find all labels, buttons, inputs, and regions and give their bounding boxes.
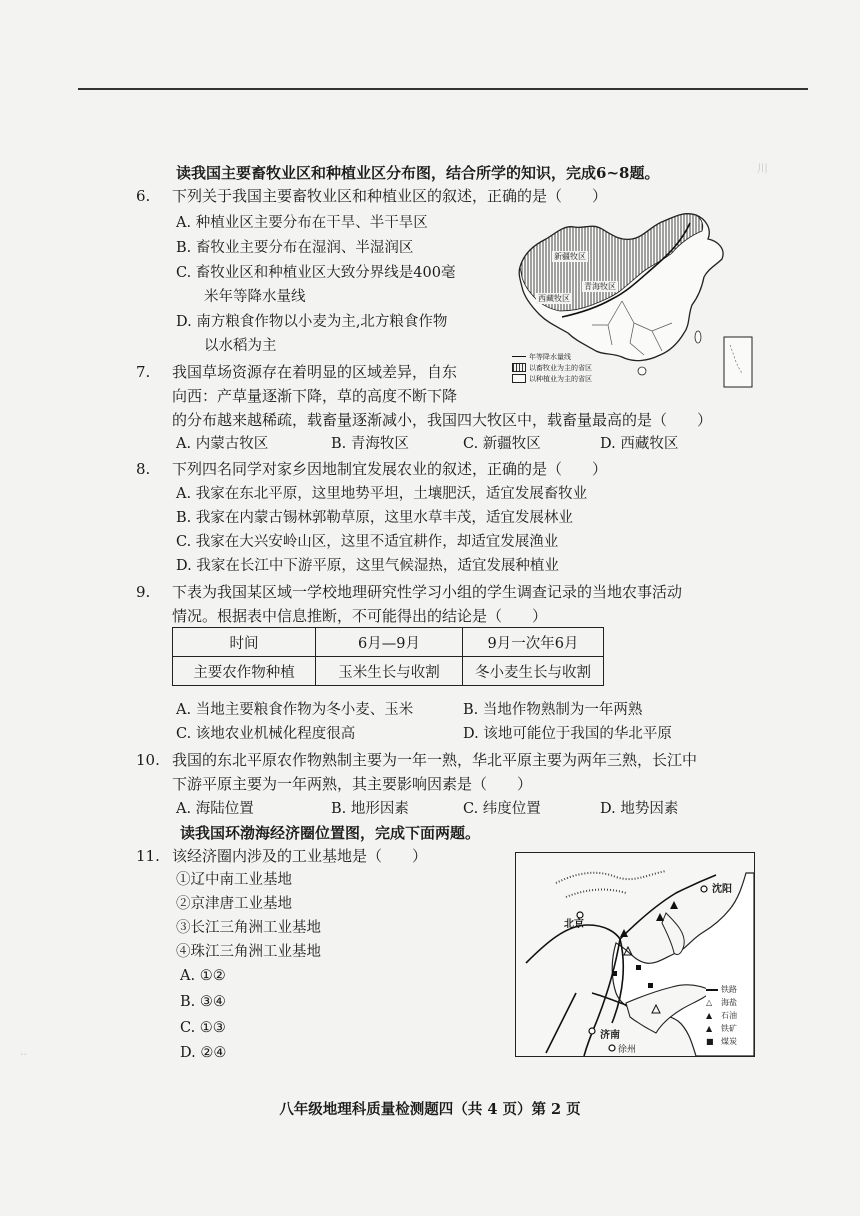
statement-1: ①辽中南工业基地 — [176, 872, 292, 888]
iron-mine-icon: ▲ — [706, 1023, 713, 1033]
option-d: D. 西藏牧区 — [600, 436, 679, 452]
table-header-cell: 时间 — [173, 628, 316, 657]
bohai-economic-rim-map — [515, 852, 755, 1057]
question-stem: 我国草场资源存在着明显的区域差异，自东 — [172, 363, 458, 381]
map-label-qinghai: 青海牧区 — [584, 282, 616, 291]
map2-legend — [706, 983, 752, 1048]
hollow-triangle-icon: △ — [706, 997, 713, 1007]
option-a: A. 内蒙古牧区 — [176, 436, 269, 452]
option-b: B. ③④ — [180, 994, 226, 1010]
option-b: B. 畜牧业主要分布在湿润、半湿润区 — [176, 240, 414, 256]
table-cell: 冬小麦生长与收割 — [463, 657, 604, 686]
blank-swatch-icon — [512, 374, 526, 383]
option-a: A. 我家在东北平原，这里地势平坦，土壤肥沃，适宜发展畜牧业 — [176, 486, 588, 502]
china-agriculture-map — [512, 205, 754, 395]
option-c: C. 该地农业机械化程度很高 — [176, 726, 356, 742]
map-label-xinjiang: 新疆牧区 — [554, 252, 586, 261]
city-label-shenyang: 沈阳 — [712, 884, 732, 895]
section-intro: 读我国主要畜牧业区和种植业区分布图，结合所学的知识，完成6~8题。 — [176, 164, 660, 182]
option-b: B. 当地作物熟制为一年两熟 — [463, 702, 643, 718]
map1-legend — [512, 351, 630, 384]
bleed-through-mark: .. — [20, 1045, 27, 1058]
legend-label: 海盐 — [721, 998, 737, 1007]
question-stem-line: 情况。根据表中信息推断，不可能得出的结论是（ ） — [172, 607, 548, 625]
option-d: D. 我家在长江中下游平原，这里气候湿热，适宜发展种植业 — [176, 558, 559, 574]
option-a: A. 种植业区主要分布在干旱、半干旱区 — [176, 215, 428, 231]
legend-label: 年等降水量线 — [529, 352, 571, 361]
legend-label: 以种植业为主的省区 — [529, 374, 592, 383]
statement-3: ③长江三角洲工业基地 — [176, 920, 321, 936]
option-c: C. ①③ — [180, 1020, 226, 1036]
legend-item-farming — [512, 373, 630, 384]
table-header-cell: 6月—9月 — [316, 628, 463, 657]
legend-label: 煤炭 — [721, 1037, 737, 1046]
isohyet-line-icon — [512, 356, 526, 357]
option-d: D. 南方粮食作物以小麦为主,北方粮食作物 — [176, 314, 448, 330]
question-stem: 该经济圈内涉及的工业基地是（ ） — [172, 847, 428, 865]
statement-2: ②京津唐工业基地 — [176, 896, 292, 912]
question-stem: 下列关于我国主要畜牧业区和种植业区的叙述，正确的是（ ） — [172, 187, 608, 205]
page-footer: 八年级地理科质量检测题四（共 4 页）第 2 页 — [279, 1101, 581, 1118]
question-number: 10. — [136, 751, 160, 769]
table-header-cell: 9月一次年6月 — [463, 628, 604, 657]
table-header-row — [173, 628, 604, 657]
railway-icon — [706, 989, 718, 991]
legend-item-isohyet — [512, 351, 630, 362]
option-d: D. ②④ — [180, 1045, 227, 1061]
question-stem-line: 的分布越来越稀疏，载畜量逐渐减小，我国四大牧区中，载畜量最高的是（ ） — [172, 411, 713, 429]
option-a: A. 海陆位置 — [176, 801, 254, 817]
question-stem-line: 向西：产草量逐渐下降，草的高度不断下降 — [172, 387, 458, 405]
legend-label: 铁矿 — [721, 1024, 737, 1033]
option-d: D. 地势因素 — [600, 801, 679, 817]
option-a: A. 当地主要粮食作物为冬小麦、玉米 — [176, 702, 414, 718]
question-number: 8. — [136, 460, 151, 478]
city-label-jinan: 济南 — [600, 1030, 620, 1041]
legend-item-railway — [706, 983, 752, 996]
legend-label: 以畜牧业为主的省区 — [529, 363, 592, 372]
question-stem: 下表为我国某区域一学校地理研究性学习小组的学生调查记录的当地农事活动 — [172, 583, 683, 601]
bleed-through-mark: 川 — [757, 162, 768, 175]
option-c: C. 畜牧业区和种植业区大致分界线是400毫 — [176, 265, 456, 281]
option-b: B. 我家在内蒙古锡林郭勒草原，这里水草丰茂，适宜发展林业 — [176, 510, 573, 526]
question-number: 11. — [136, 847, 160, 865]
option-d-continued: 以水稻为主 — [204, 338, 277, 354]
statement-4: ④珠江三角洲工业基地 — [176, 944, 321, 960]
city-label-xuzhou: 徐州 — [618, 1045, 637, 1055]
option-a: A. ①② — [180, 968, 226, 984]
legend-label: 石油 — [721, 1011, 737, 1020]
legend-item-salt — [706, 996, 752, 1009]
question-stem-line: 下游平原主要为一年两熟，其主要影响因素是（ ） — [172, 775, 533, 793]
question-number: 7. — [136, 363, 151, 381]
table-cell: 主要农作物种植 — [173, 657, 316, 686]
option-c: C. 我家在大兴安岭山区，这里不适宜耕作，却适宜发展渔业 — [176, 534, 559, 550]
map-label-tibet: 西藏牧区 — [538, 294, 570, 303]
option-b: B. 青海牧区 — [331, 436, 409, 452]
city-label-beijing: 北京 — [564, 919, 584, 930]
legend-label: 铁路 — [721, 985, 737, 994]
question-stem: 下列四名同学对家乡因地制宜发展农业的叙述，正确的是（ ） — [172, 460, 608, 478]
legend-item-oil — [706, 1009, 752, 1022]
table-cell: 玉米生长与收割 — [316, 657, 463, 686]
top-rule — [78, 88, 808, 90]
solid-triangle-icon: ▲ — [706, 1010, 713, 1020]
question-number: 6. — [136, 187, 151, 205]
legend-item-coal — [706, 1035, 752, 1048]
option-c: C. 纬度位置 — [463, 801, 541, 817]
option-c-continued: 米年等降水量线 — [204, 289, 306, 305]
striped-swatch-icon — [512, 363, 526, 372]
option-c: C. 新疆牧区 — [463, 436, 541, 452]
farming-activity-table — [172, 627, 604, 686]
table-row — [173, 657, 604, 686]
option-d: D. 该地可能位于我国的华北平原 — [463, 726, 672, 742]
question-number: 9. — [136, 583, 151, 601]
legend-item-iron — [706, 1022, 752, 1035]
option-b: B. 地形因素 — [331, 801, 409, 817]
section-intro: 读我国环渤海经济圈位置图，完成下面两题。 — [180, 824, 481, 842]
square-icon: ■ — [706, 1036, 714, 1046]
legend-item-pastoral — [512, 362, 630, 373]
question-stem: 我国的东北平原农作物熟制主要为一年一熟，华北平原主要为两年三熟，长江中 — [172, 751, 698, 769]
